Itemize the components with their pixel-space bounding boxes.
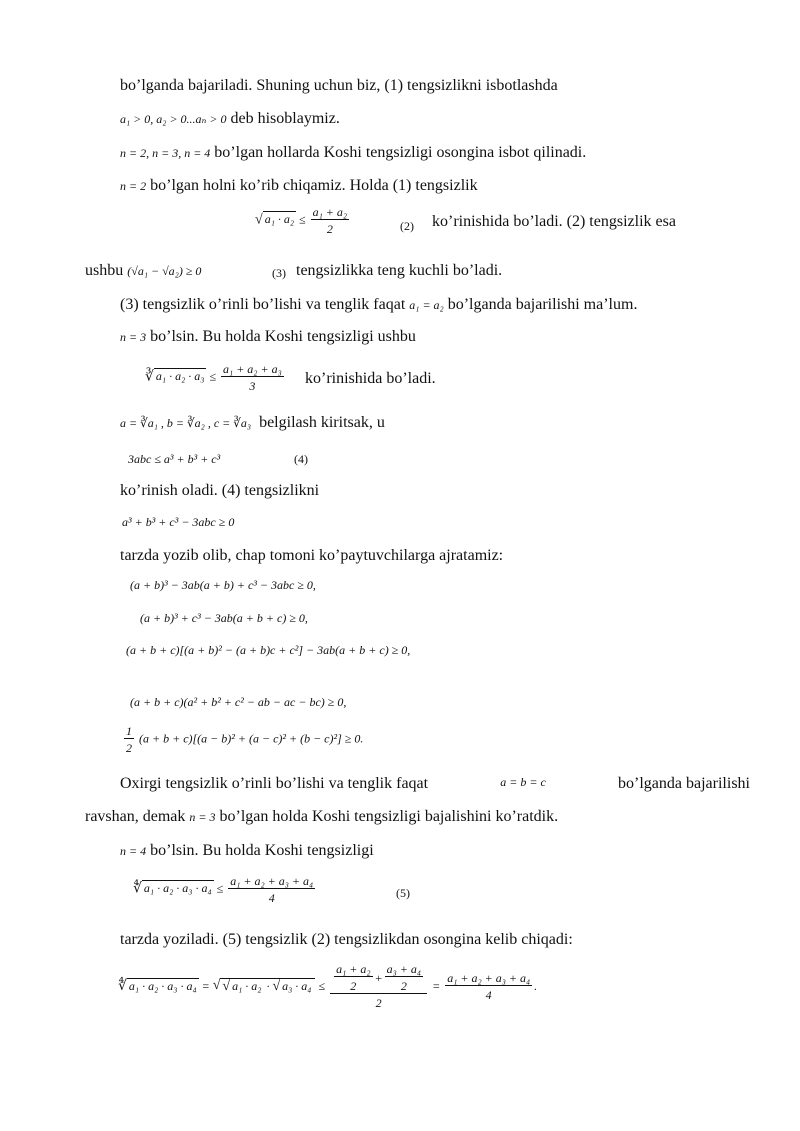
formula-step: (a + b + c)(a² + b² + c² − ab − ac − bc) ≥ 0,: [130, 695, 347, 709]
inline-formula: a₁ = a₂: [409, 298, 444, 312]
numerator: a₁ + a₂: [312, 205, 348, 219]
numerator: a₁ + a₂ + a₃: [223, 362, 282, 376]
inner-radicand: a₁ · a₂: [232, 978, 262, 993]
paragraph-line: tarzda yozib olib, chap tomoni ko’paytuvchilarga ajratamiz:: [120, 547, 504, 564]
fraction: [124, 724, 134, 755]
denominator: 2: [126, 741, 132, 755]
inline-formula: n = 3: [189, 810, 216, 824]
text: bo’lgan holni ko’rib chiqamiz. Holda (1) tengsizlik: [150, 177, 478, 194]
paragraph-line: ko’rinishida bo’ladi. (2) tengsizlik esa: [432, 213, 676, 230]
equation-tag: (5): [396, 886, 410, 900]
denominator: 4: [485, 987, 492, 1002]
numerator: a₃ + a₄: [386, 962, 422, 976]
formula-step: (a + b + c)[(a + b)² − (a + b)c + c²] − 3ab(a + b + c) ≥ 0,: [126, 643, 411, 657]
text: belgilash kiritsak, u: [259, 414, 385, 431]
paragraph-line: bo’lganda bajariladi. Shuning uchun biz, (1) tengsizlikni isbotlashda: [120, 77, 558, 94]
fraction: [221, 362, 284, 393]
paragraph-line: ko’rinish oladi. (4) tengsizlikni: [120, 482, 320, 499]
equation-tag: (4): [294, 452, 308, 466]
text: bo’lganda bajarilishi: [618, 775, 750, 792]
paragraph-line: [120, 328, 416, 346]
inline-formula: (√a₁ − √a₂) ≥ 0: [127, 264, 202, 278]
compound-fraction: [330, 962, 427, 1010]
paragraph-line: [120, 296, 637, 314]
inline-formula: n = 3: [120, 330, 147, 344]
text: ushbu: [85, 262, 124, 279]
inline-formula: n = 2, n = 3, n = 4: [120, 146, 211, 160]
denominator: 2: [375, 996, 382, 1010]
inner-radicand: a₃ · a₄: [282, 978, 312, 993]
numerator: a₁ + a₂ + a₃ + a₄: [230, 874, 314, 888]
text: bo’lganda bajarilishi ma’lum.: [447, 296, 638, 313]
text: Oxirgi tengsizlik o’rinli bo’lishi va tenglik faqat: [120, 775, 429, 792]
formula-n3: ∛ a₁ · a₂ · a₃ ≤ $\frac{\text{a₁ + a₂ + a₃}}{3}$: [145, 362, 282, 393]
denominator: 3: [249, 379, 256, 393]
formula-chain: ∜ a₁ · a₂ · a₃ · a₄ = √ √ a₁ · a₂ · √ a₃ · a₄ ≤ $\frac{\text{a₁ + a₂}}{2}$ + $\frac{\text{a₃ + a₄}}{2}$ 2 = $\frac{\text{a₁ + a₂ + a₃ + a₄}}{4}$ .: [118, 962, 538, 1010]
text: bo’lgan holda Koshi tengsizligi bajalishini ko’ratdik.: [219, 808, 559, 825]
text: deb hisoblaymiz.: [230, 110, 340, 127]
numerator: a₁ + a₂: [336, 962, 371, 976]
text: bo’lsin. Bu holda Koshi tengsizligi ushbu: [150, 328, 416, 345]
text: bo’lgan hollarda Koshi tengsizligi osongina isbot qilinadi.: [214, 144, 587, 161]
numerator: a₁ + a₂ + a₃ + a₄: [447, 970, 531, 985]
formula-4: 3abc ≤ a³ + b³ + c³: [128, 452, 221, 466]
inline-formula: n = 2: [120, 179, 147, 193]
equation-tag: (3): [272, 266, 286, 280]
fraction: [311, 205, 349, 236]
paragraph-line: tarzda yoziladi. (5) tengsizlik (2) tengsizlikdan osongina kelib chiqadi:: [120, 931, 573, 948]
paragraph-line: [85, 262, 201, 280]
denominator: 4: [268, 891, 275, 905]
fraction: [385, 962, 423, 993]
formula-step: (a + b)³ + c³ − 3ab(a + b + c) ≥ 0,: [140, 611, 308, 625]
equation-tag: (2): [400, 219, 414, 233]
formula: a³ + b³ + c³ − 3abc ≥ 0: [122, 515, 235, 529]
numerator: 1: [126, 724, 132, 738]
paragraph-line: tengsizlikka teng kuchli bo’ladi.: [296, 262, 503, 279]
radicand: a₁ · a₂ · a₃: [155, 369, 205, 384]
paragraph-line: [120, 414, 385, 432]
paragraph-line: ko’rinishida bo’ladi.: [305, 370, 436, 387]
radicand: a₁ · a₂: [264, 212, 295, 227]
expression: (a + b + c)[(a − b)² + (a − c)² + (b − c)²] ≥ 0.: [139, 731, 364, 746]
inline-formula: a = b = c: [500, 775, 546, 789]
paragraph-line: [120, 842, 374, 860]
inline-formula: a₁ > 0, a₂ > 0...aₙ > 0: [120, 112, 227, 126]
fraction: [334, 962, 372, 993]
radicand: √ a₁ · a₂ · √ a₃ · a₄: [220, 978, 315, 995]
denominator: 2: [326, 222, 333, 236]
paragraph-line: [120, 144, 586, 162]
paragraph-line: [120, 775, 750, 793]
denominator: 2: [350, 979, 357, 993]
paragraph-line: [120, 177, 478, 195]
formula-2: √ a₁ · a₂ ≤ $\frac{\text{a₁ + a₂}}{2}$: [255, 205, 348, 236]
radicand: a₁ · a₂ · a₃ · a₄: [128, 979, 197, 993]
numerator: $\frac{\text{a₁ + a₂}}{2}$ + $\frac{\text{a₃ + a₄}}{2}$: [330, 962, 427, 994]
radicand: a₁ · a₂ · a₃ · a₄: [143, 881, 212, 896]
formula-step: [122, 724, 363, 755]
denominator: 2: [400, 979, 407, 993]
text: bo’lsin. Bu holda Koshi tengsizligi: [150, 842, 374, 859]
paragraph-line: [120, 110, 340, 128]
paragraph-line: [85, 808, 558, 826]
text: ravshan, demak: [85, 808, 186, 825]
inline-formula: n = 4: [120, 844, 147, 858]
fraction: [228, 874, 315, 905]
text: (3) tengsizlik o’rinli bo’lishi va tenglik faqat: [120, 296, 406, 313]
formula-step: (a + b)³ − 3ab(a + b) + c³ − 3abc ≥ 0,: [130, 578, 316, 592]
fraction: [445, 971, 532, 1002]
formula-5: ∜ a₁ · a₂ · a₃ · a₄ ≤ $\frac{\text{a₁ + a₂ + a₃ + a₄}}{4}$: [133, 874, 314, 905]
inline-formula: a = ∛a₁ , b = ∛a₂ , c = ∛a₃: [120, 416, 252, 430]
